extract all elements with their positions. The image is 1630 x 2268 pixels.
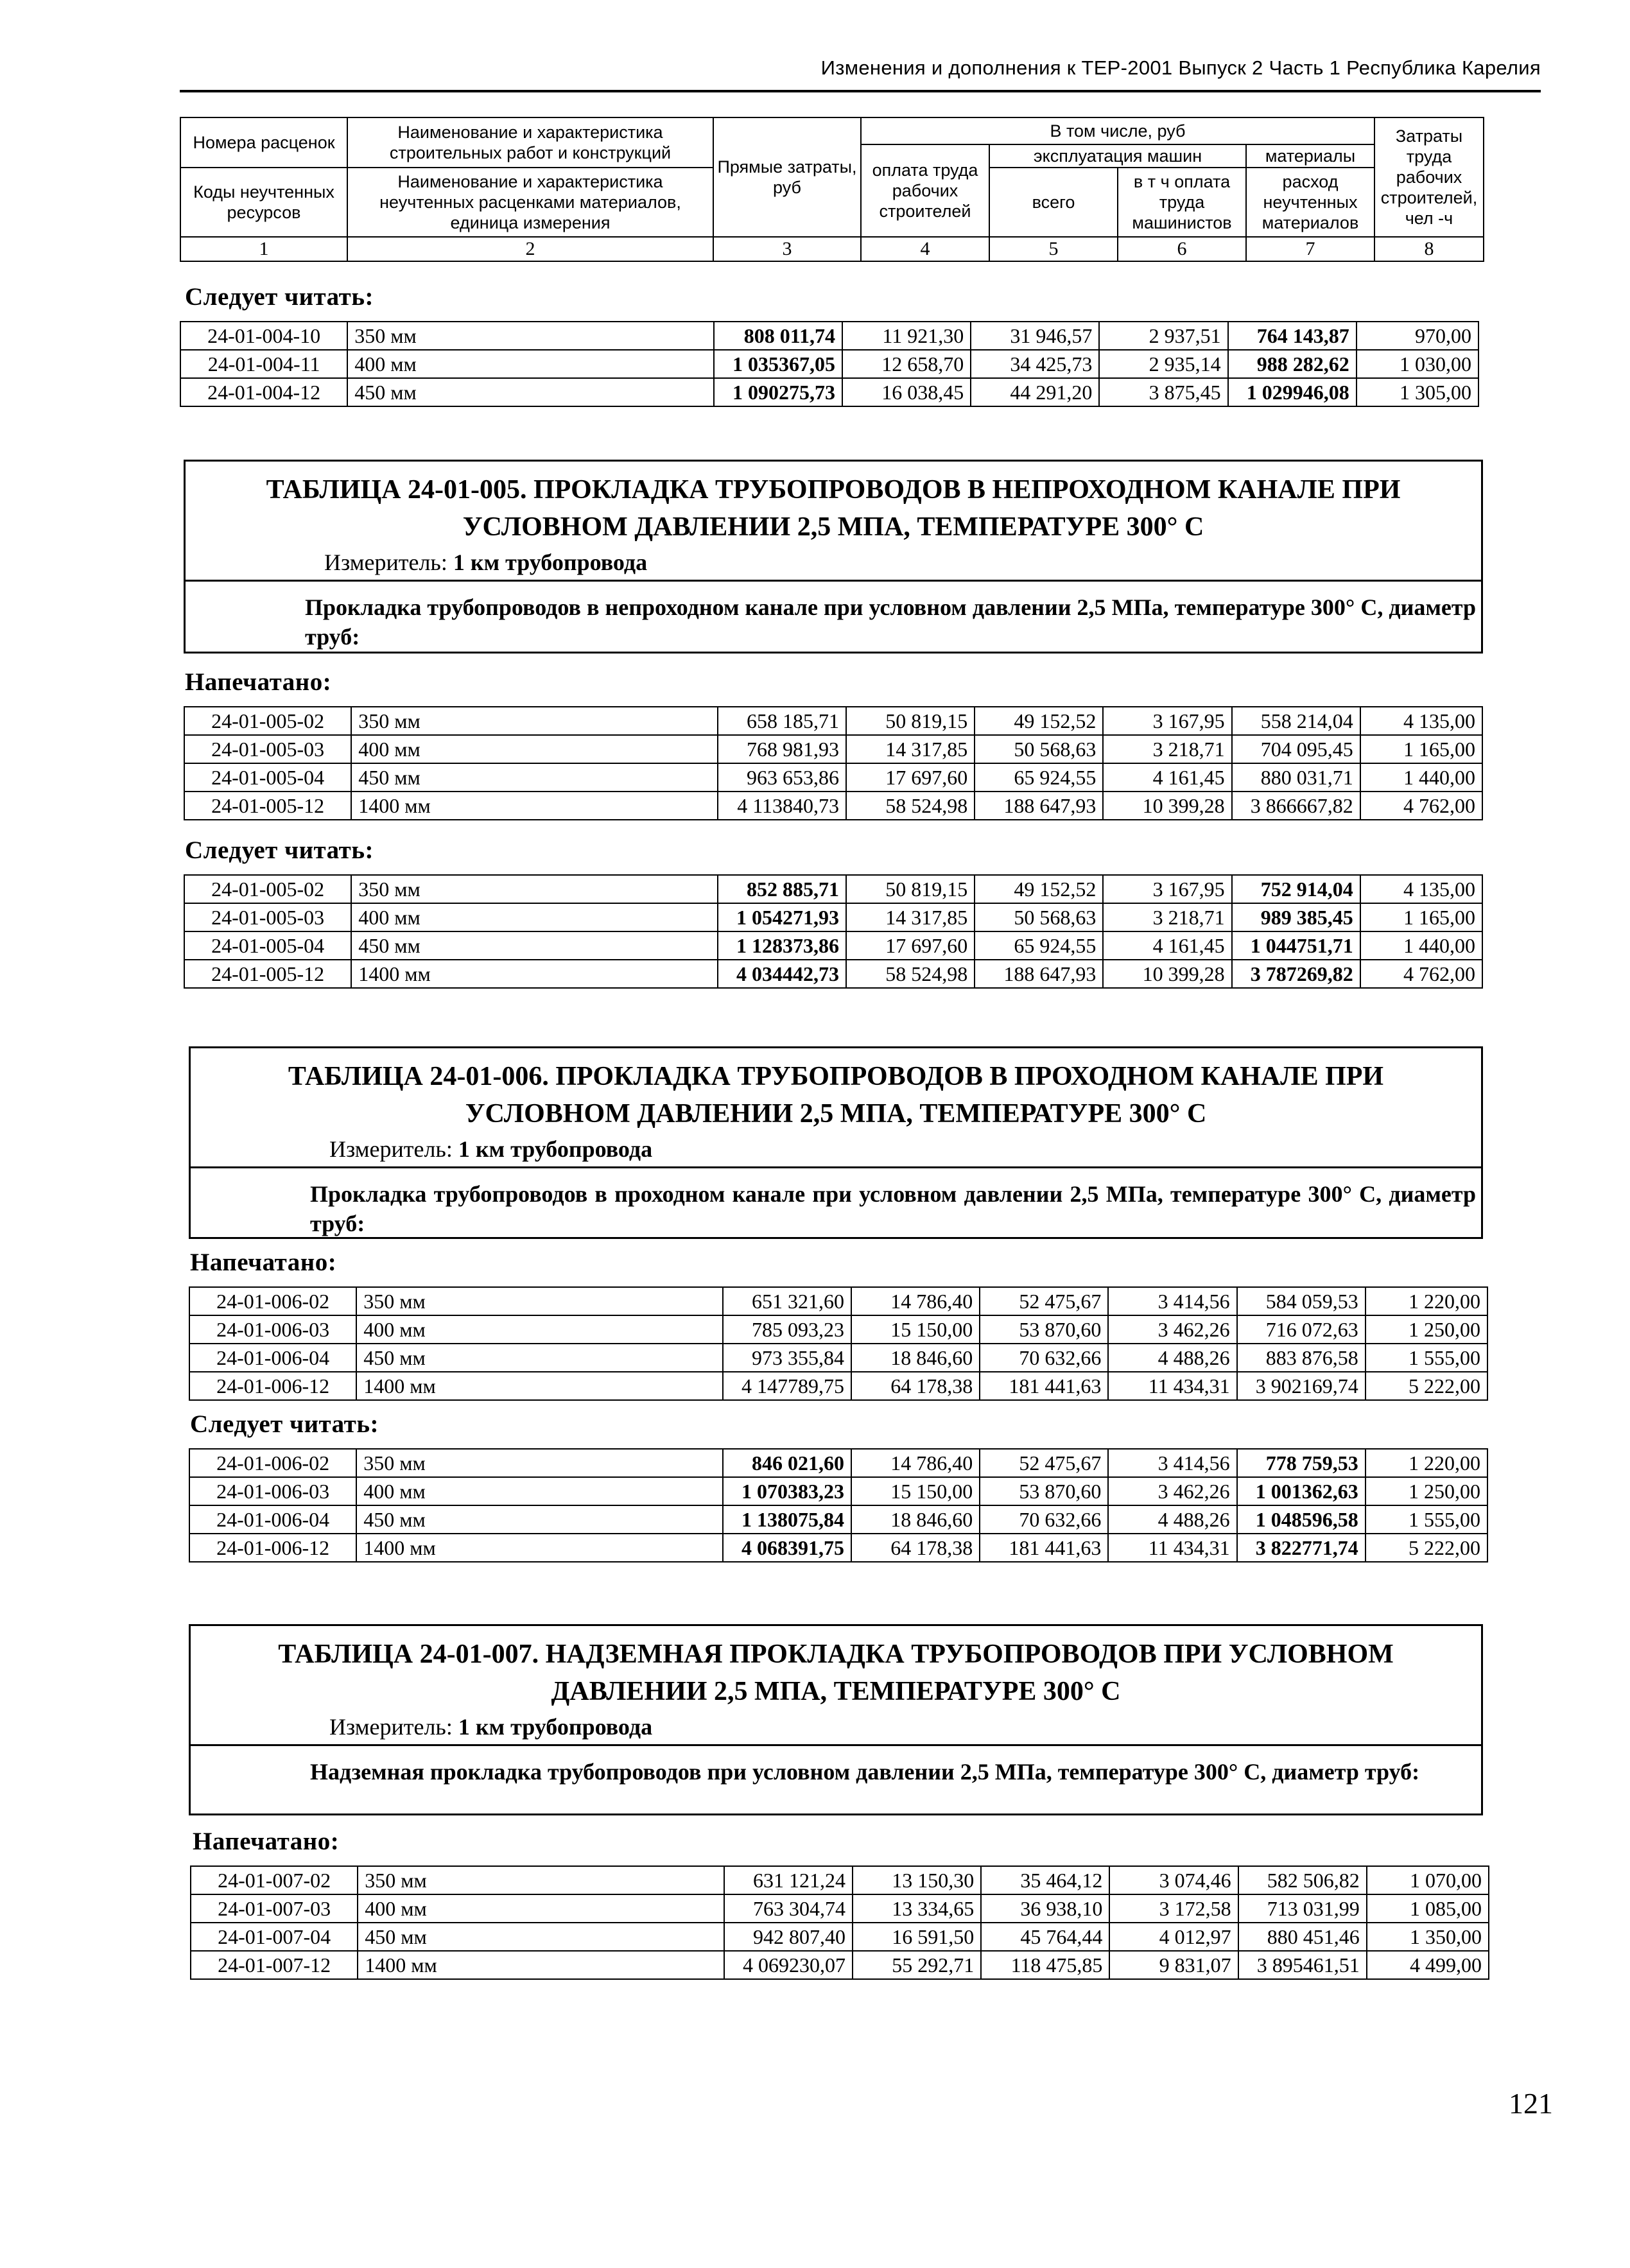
table-cell: 400 мм	[351, 735, 718, 763]
table-cell: 558 214,04	[1232, 707, 1360, 735]
table-cell: 4 012,97	[1109, 1923, 1238, 1951]
table-cell: 15 150,00	[851, 1315, 980, 1344]
measure-unit: Измеритель: 1 км трубопровода	[329, 1136, 653, 1162]
table-cell: 35 464,12	[981, 1866, 1109, 1894]
table-cell: 4 113840,73	[718, 792, 846, 820]
table-row	[189, 1505, 1487, 1534]
table-cell: 52 475,67	[980, 1287, 1108, 1315]
table-cell: 808 011,74	[714, 322, 842, 350]
table-cell: 1 128373,86	[718, 931, 846, 960]
table-cell: 18 846,60	[851, 1505, 980, 1534]
table-cell: 631 121,24	[724, 1866, 853, 1894]
table-cell: 53 870,60	[980, 1477, 1108, 1505]
table-cell: 24-01-007-12	[191, 1951, 358, 1979]
table-cell: 1 440,00	[1360, 931, 1482, 960]
table-cell: 3 074,46	[1109, 1866, 1238, 1894]
table-cell: 12 658,70	[842, 350, 971, 378]
table-cell: 24-01-005-12	[184, 792, 351, 820]
table-cell: 400 мм	[356, 1477, 723, 1505]
table-cell: 763 304,74	[724, 1894, 853, 1923]
table-cell: 11 434,31	[1108, 1534, 1236, 1562]
table-cell: 24-01-005-12	[184, 960, 351, 988]
col-materials-unaccounted: расход неучтенных материалов	[1246, 168, 1374, 237]
table-cell: 880 451,46	[1238, 1923, 1367, 1951]
table-cell: 50 568,63	[975, 903, 1103, 931]
measure-unit: Измеритель: 1 км трубопровода	[324, 550, 648, 575]
table-cell: 18 846,60	[851, 1344, 980, 1372]
table-cell: 24-01-005-03	[184, 735, 351, 763]
table-cell: 989 385,45	[1232, 903, 1360, 931]
table-cell: 713 031,99	[1238, 1894, 1367, 1923]
table-header-divider	[191, 1744, 1481, 1746]
table-cell: 24-01-007-02	[191, 1866, 358, 1894]
table-cell: 64 178,38	[851, 1372, 980, 1400]
table-cell: 49 152,52	[975, 707, 1103, 735]
table-cell: 3 895461,51	[1238, 1951, 1367, 1979]
table-header-box-007	[189, 1624, 1483, 1815]
table-cell: 24-01-006-12	[189, 1534, 356, 1562]
table-row	[191, 1923, 1489, 1951]
table-cell: 24-01-006-02	[189, 1449, 356, 1477]
table-row	[191, 1866, 1489, 1894]
table-cell: 53 870,60	[980, 1315, 1108, 1344]
table-cell: 3 167,95	[1103, 707, 1231, 735]
table-cell: 24-01-006-04	[189, 1344, 356, 1372]
table-cell: 16 038,45	[842, 378, 971, 406]
table-cell: 1 555,00	[1366, 1505, 1487, 1534]
table-row	[184, 903, 1482, 931]
table-cell: 70 632,66	[980, 1505, 1108, 1534]
table-cell: 4 161,45	[1103, 931, 1231, 960]
table-cell: 1 030,00	[1357, 350, 1478, 378]
table-cell: 350 мм	[358, 1866, 724, 1894]
table-cell: 1 044751,71	[1232, 931, 1360, 960]
table-cell: 1 138075,84	[723, 1505, 851, 1534]
table-cell: 942 807,40	[724, 1923, 853, 1951]
table-cell: 400 мм	[358, 1894, 724, 1923]
page-header: Изменения и дополнения к ТЕР-2001 Выпуск 2 Часть 1 Республика Карелия	[820, 56, 1541, 79]
table-cell: 3 902169,74	[1237, 1372, 1366, 1400]
table-cell: 4 488,26	[1108, 1505, 1236, 1534]
table-cell: 846 021,60	[723, 1449, 851, 1477]
table-cell: 24-01-007-04	[191, 1923, 358, 1951]
col-index: 3	[713, 237, 861, 261]
table-cell: 1 305,00	[1357, 378, 1478, 406]
table-cell: 1 090275,73	[714, 378, 842, 406]
table-cell: 778 759,53	[1237, 1449, 1366, 1477]
table-title: ТАБЛИЦА 24-01-006. ПРОКЛАДКА ТРУБОПРОВОДОВ В ПРОХОДНОМ КАНАЛЕ ПРИ	[288, 1062, 1384, 1091]
table-cell: 16 591,50	[853, 1923, 981, 1951]
table-cell: 1 001362,63	[1237, 1477, 1366, 1505]
table-cell: 10 399,28	[1103, 960, 1231, 988]
table-cell: 34 425,73	[971, 350, 1099, 378]
printed-label: Напечатано:	[193, 1828, 340, 1855]
table-cell: 3 866667,82	[1232, 792, 1360, 820]
table-cell: 970,00	[1357, 322, 1478, 350]
table-cell: 4 135,00	[1360, 875, 1482, 903]
table-cell: 2 937,51	[1099, 322, 1227, 350]
should-read-label: Следует читать:	[190, 1410, 379, 1438]
table-cell: 50 819,15	[846, 707, 975, 735]
table-cell: 4 135,00	[1360, 707, 1482, 735]
table-cell: 14 317,85	[846, 735, 975, 763]
table-cell: 658 185,71	[718, 707, 846, 735]
should-read-label: Следует читать:	[185, 283, 374, 311]
table-cell: 3 462,26	[1108, 1315, 1236, 1344]
table-row	[189, 1372, 1487, 1400]
table-cell: 880 031,71	[1232, 763, 1360, 792]
table-cell: 1 250,00	[1366, 1477, 1487, 1505]
table-row	[184, 875, 1482, 903]
table-cell: 10 399,28	[1103, 792, 1231, 820]
table-cell: 350 мм	[351, 707, 718, 735]
table-cell: 44 291,20	[971, 378, 1099, 406]
table-cell: 24-01-007-03	[191, 1894, 358, 1923]
table-row	[184, 707, 1482, 735]
table-cell: 1 555,00	[1366, 1344, 1487, 1372]
table-cell: 785 093,23	[723, 1315, 851, 1344]
table-row	[189, 1477, 1487, 1505]
table-cell: 31 946,57	[971, 322, 1099, 350]
table-cell: 1 035367,05	[714, 350, 842, 378]
table-cell: 3 172,58	[1109, 1894, 1238, 1923]
should-read-table-005	[184, 874, 1483, 989]
table-cell: 24-01-006-03	[189, 1315, 356, 1344]
table-cell: 52 475,67	[980, 1449, 1108, 1477]
table-cell: 14 786,40	[851, 1449, 980, 1477]
table-cell: 188 647,93	[975, 792, 1103, 820]
table-cell: 973 355,84	[723, 1344, 851, 1372]
table-cell: 1 165,00	[1360, 903, 1482, 931]
table-row	[184, 735, 1482, 763]
printed-table-006	[189, 1286, 1488, 1401]
table-cell: 9 831,07	[1109, 1951, 1238, 1979]
table-cell: 1 085,00	[1367, 1894, 1489, 1923]
table-title: ДАВЛЕНИИ 2,5 МПА, ТЕМПЕРАТУРЕ 300° С	[551, 1677, 1121, 1706]
table-cell: 1 054271,93	[718, 903, 846, 931]
printed-label: Напечатано:	[190, 1249, 337, 1276]
table-cell: 3 462,26	[1108, 1477, 1236, 1505]
table-cell: 1400 мм	[351, 792, 718, 820]
table-cell: 3 218,71	[1103, 903, 1231, 931]
table-header-box-005	[184, 460, 1483, 654]
table-cell: 450 мм	[358, 1923, 724, 1951]
table-cell: 1 070,00	[1367, 1866, 1489, 1894]
table-cell: 1400 мм	[358, 1951, 724, 1979]
table-cell: 1400 мм	[351, 960, 718, 988]
table-row	[189, 1344, 1487, 1372]
page-number: 121	[1509, 2087, 1553, 2120]
table-cell: 450 мм	[347, 378, 714, 406]
table-cell: 15 150,00	[851, 1477, 980, 1505]
table-cell: 450 мм	[356, 1505, 723, 1534]
table-cell: 716 072,63	[1237, 1315, 1366, 1344]
table-cell: 4 034442,73	[718, 960, 846, 988]
table-cell: 24-01-005-03	[184, 903, 351, 931]
table-cell: 118 475,85	[981, 1951, 1109, 1979]
col-machines-wages: в т ч оплата труда машинистов	[1118, 168, 1246, 237]
table-row	[180, 322, 1478, 350]
table-cell: 4 499,00	[1367, 1951, 1489, 1979]
table-cell: 3 414,56	[1108, 1287, 1236, 1315]
table-cell: 24-01-004-12	[180, 378, 347, 406]
table-cell: 4 069230,07	[724, 1951, 853, 1979]
table-cell: 45 764,44	[981, 1923, 1109, 1951]
table-cell: 1 165,00	[1360, 735, 1482, 763]
table-cell: 400 мм	[351, 903, 718, 931]
table-row	[180, 378, 1478, 406]
table-cell: 350 мм	[356, 1449, 723, 1477]
table-cell: 988 282,62	[1228, 350, 1357, 378]
table-cell: 13 334,65	[853, 1894, 981, 1923]
table-cell: 4 762,00	[1360, 960, 1482, 988]
table-row	[189, 1534, 1487, 1562]
table-cell: 65 924,55	[975, 763, 1103, 792]
table-cell: 400 мм	[347, 350, 714, 378]
table-cell: 36 938,10	[981, 1894, 1109, 1923]
table-cell: 752 914,04	[1232, 875, 1360, 903]
table-cell: 1 048596,58	[1237, 1505, 1366, 1534]
table-cell: 50 568,63	[975, 735, 1103, 763]
col-index: 5	[989, 237, 1118, 261]
table-cell: 24-01-005-04	[184, 931, 351, 960]
table-cell: 3 787269,82	[1232, 960, 1360, 988]
col-rates-numbers: Номера расценок	[180, 117, 347, 168]
table-cell: 1400 мм	[356, 1534, 723, 1562]
table-row	[191, 1951, 1489, 1979]
table-header-divider	[191, 1166, 1481, 1168]
table-title: УСЛОВНОМ ДАВЛЕНИИ 2,5 МПА, ТЕМПЕРАТУРЕ 300° С	[462, 512, 1204, 542]
table-row	[184, 792, 1482, 820]
table-cell: 450 мм	[351, 763, 718, 792]
col-materials: материалы	[1246, 144, 1374, 168]
table-cell: 1 029946,08	[1228, 378, 1357, 406]
table-cell: 4 147789,75	[723, 1372, 851, 1400]
table-cell: 852 885,71	[718, 875, 846, 903]
table-cell: 24-01-006-03	[189, 1477, 356, 1505]
table-cell: 1 350,00	[1367, 1923, 1489, 1951]
table-cell: 2 935,14	[1099, 350, 1227, 378]
col-wages: оплата труда рабочих строителей	[861, 144, 989, 237]
table-cell: 3 875,45	[1099, 378, 1227, 406]
table-cell: 181 441,63	[980, 1372, 1108, 1400]
printed-label: Напечатано:	[185, 668, 332, 696]
column-header-table	[180, 117, 1484, 262]
table-cell: 50 819,15	[846, 875, 975, 903]
table-cell: 24-01-005-02	[184, 875, 351, 903]
col-direct-costs: Прямые затраты, руб	[713, 117, 861, 237]
table-cell: 1 070383,23	[723, 1477, 851, 1505]
table-cell: 963 653,86	[718, 763, 846, 792]
table-cell: 24-01-006-04	[189, 1505, 356, 1534]
table-cell: 24-01-005-02	[184, 707, 351, 735]
table-cell: 3 167,95	[1103, 875, 1231, 903]
table-cell: 58 524,98	[846, 960, 975, 988]
table-cell: 49 152,52	[975, 875, 1103, 903]
table-cell: 350 мм	[356, 1287, 723, 1315]
table-cell: 3 218,71	[1103, 735, 1231, 763]
table-cell: 14 317,85	[846, 903, 975, 931]
table-cell: 400 мм	[356, 1315, 723, 1344]
should-read-table-004	[180, 321, 1479, 407]
table-cell: 24-01-006-02	[189, 1287, 356, 1315]
table-description: Прокладка трубопроводов в непроходном канале при условном давлении 2,5 МПа, температуре 300° С, диаметр труб:	[305, 594, 1476, 650]
table-row	[180, 350, 1478, 378]
col-resource-name: Наименование и характеристика неучтенных расценками материалов, единица измерения	[347, 168, 713, 237]
table-header-box-006	[189, 1046, 1483, 1239]
col-machines-total: всего	[989, 168, 1118, 237]
table-cell: 450 мм	[356, 1344, 723, 1372]
table-row	[184, 960, 1482, 988]
table-cell: 4 161,45	[1103, 763, 1231, 792]
table-cell: 4 488,26	[1108, 1344, 1236, 1372]
col-index: 7	[1246, 237, 1374, 261]
table-cell: 3 414,56	[1108, 1449, 1236, 1477]
printed-table-007	[190, 1865, 1489, 1980]
table-cell: 651 321,60	[723, 1287, 851, 1315]
col-including: В том числе, руб	[861, 117, 1374, 144]
table-cell: 704 095,45	[1232, 735, 1360, 763]
table-title: ТАБЛИЦА 24-01-007. НАДЗЕМНАЯ ПРОКЛАДКА ТРУБОПРОВОДОВ ПРИ УСЛОВНОМ	[278, 1640, 1394, 1669]
table-cell: 188 647,93	[975, 960, 1103, 988]
table-row	[184, 931, 1482, 960]
header-rule	[180, 90, 1541, 92]
table-cell: 350 мм	[347, 322, 714, 350]
table-cell: 4 762,00	[1360, 792, 1482, 820]
table-cell: 64 178,38	[851, 1534, 980, 1562]
table-cell: 55 292,71	[853, 1951, 981, 1979]
table-cell: 13 150,30	[853, 1866, 981, 1894]
table-cell: 1 250,00	[1366, 1315, 1487, 1344]
printed-table-005	[184, 706, 1483, 820]
table-cell: 768 981,93	[718, 735, 846, 763]
col-index: 8	[1374, 237, 1484, 261]
col-work-name: Наименование и характеристика строительных работ и конструкций	[347, 117, 713, 168]
table-cell: 65 924,55	[975, 931, 1103, 960]
table-cell: 11 434,31	[1108, 1372, 1236, 1400]
col-machines: эксплуатация машин	[989, 144, 1246, 168]
table-cell: 350 мм	[351, 875, 718, 903]
table-row	[184, 763, 1482, 792]
should-read-table-006	[189, 1448, 1488, 1562]
table-cell: 24-01-004-10	[180, 322, 347, 350]
table-cell: 4 068391,75	[723, 1534, 851, 1562]
col-index: 1	[180, 237, 347, 261]
table-cell: 58 524,98	[846, 792, 975, 820]
table-cell: 450 мм	[351, 931, 718, 960]
col-labor: Затраты труда рабочих строителей, чел -ч	[1374, 117, 1484, 237]
col-index: 2	[347, 237, 713, 261]
table-cell: 5 222,00	[1366, 1372, 1487, 1400]
col-resource-codes: Коды неучтенных ресурсов	[180, 168, 347, 237]
table-description: Надземная прокладка трубопроводов при условном давлении 2,5 МПа, температуре 300° С, диаметр труб:	[310, 1759, 1420, 1785]
table-cell: 17 697,60	[846, 931, 975, 960]
table-row	[189, 1449, 1487, 1477]
table-cell: 764 143,87	[1228, 322, 1357, 350]
table-cell: 24-01-006-12	[189, 1372, 356, 1400]
should-read-label: Следует читать:	[185, 836, 374, 864]
table-title: УСЛОВНОМ ДАВЛЕНИИ 2,5 МПА, ТЕМПЕРАТУРЕ 300° С	[465, 1099, 1207, 1129]
table-row	[189, 1315, 1487, 1344]
table-header-divider	[186, 580, 1481, 582]
table-cell: 1 440,00	[1360, 763, 1482, 792]
table-cell: 1400 мм	[356, 1372, 723, 1400]
table-cell: 3 822771,74	[1237, 1534, 1366, 1562]
table-cell: 17 697,60	[846, 763, 975, 792]
table-cell: 181 441,63	[980, 1534, 1108, 1562]
table-cell: 584 059,53	[1237, 1287, 1366, 1315]
table-cell: 883 876,58	[1237, 1344, 1366, 1372]
table-cell: 24-01-004-11	[180, 350, 347, 378]
table-cell: 70 632,66	[980, 1344, 1108, 1372]
col-index: 4	[861, 237, 989, 261]
table-cell: 582 506,82	[1238, 1866, 1367, 1894]
measure-unit: Измеритель: 1 км трубопровода	[329, 1714, 653, 1740]
table-row	[189, 1287, 1487, 1315]
table-row	[191, 1894, 1489, 1923]
table-cell: 14 786,40	[851, 1287, 980, 1315]
table-cell: 1 220,00	[1366, 1449, 1487, 1477]
table-description: Прокладка трубопроводов в проходном канале при условном давлении 2,5 МПа, температуре 300° С, диаметр труб:	[310, 1181, 1476, 1236]
table-cell: 11 921,30	[842, 322, 971, 350]
table-cell: 1 220,00	[1366, 1287, 1487, 1315]
table-cell: 5 222,00	[1366, 1534, 1487, 1562]
table-title: ТАБЛИЦА 24-01-005. ПРОКЛАДКА ТРУБОПРОВОДОВ В НЕПРОХОДНОМ КАНАЛЕ ПРИ	[266, 475, 1401, 505]
col-index: 6	[1118, 237, 1246, 261]
table-cell: 24-01-005-04	[184, 763, 351, 792]
